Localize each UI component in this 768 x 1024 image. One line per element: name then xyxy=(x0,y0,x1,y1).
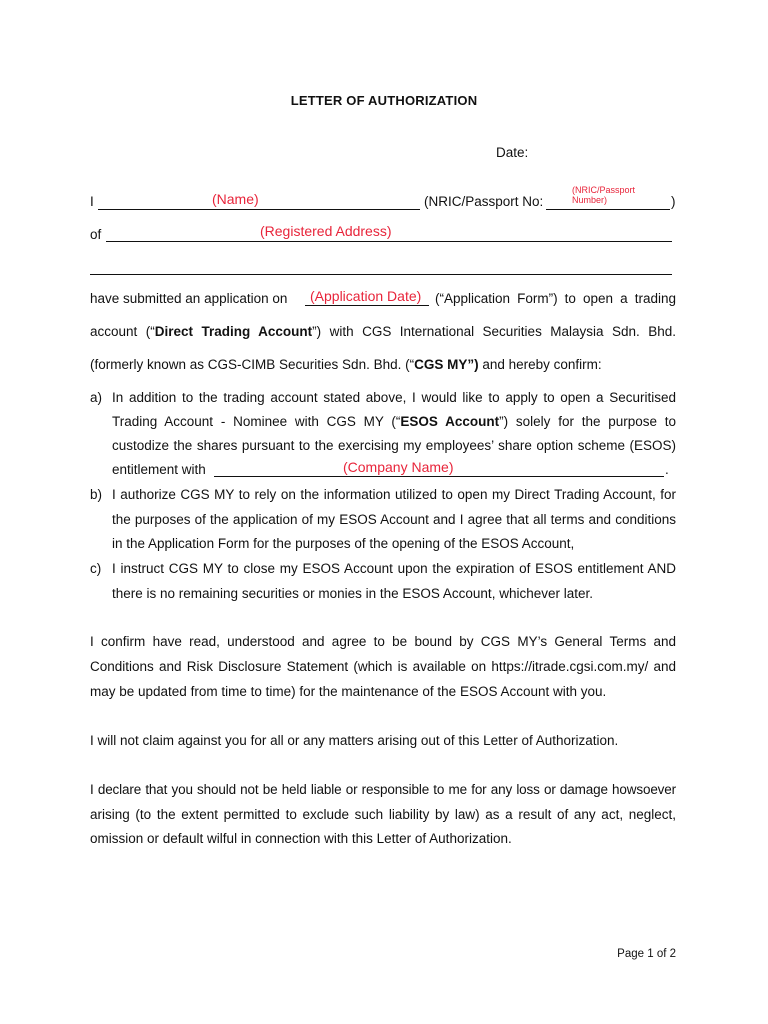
item-a-marker: a) xyxy=(90,390,103,405)
direct-trading-account-term: Direct Trading Account xyxy=(154,324,313,339)
name-field-line[interactable] xyxy=(98,209,420,210)
cgs-my-term: CGS MY”) xyxy=(414,357,479,372)
para3-line-2: arising (to the extent permitted to exclude such liability by law) as a result of any act, neglect, xyxy=(90,807,676,822)
formerly-line xyxy=(90,357,602,372)
esos-account-term: ESOS Account xyxy=(400,414,500,429)
company-name-field-line[interactable] xyxy=(214,476,664,477)
item-a-line-1: In addition to the trading account stated above, I would like to apply to open a Securitised xyxy=(112,390,676,405)
application-date-field-line[interactable] xyxy=(305,305,429,306)
address-field-line-2[interactable] xyxy=(90,274,672,275)
item-b-line-1: I authorize CGS MY to rely on the information utilized to open my Direct Trading Account, for xyxy=(112,487,676,502)
application-line-end: (“Application Form”) to open a trading xyxy=(435,291,676,306)
item-a-line-2 xyxy=(112,414,676,429)
application-line-start: have submitted an application on xyxy=(90,291,288,306)
page-number: Page 1 of 2 xyxy=(617,948,676,960)
nric-placeholder: (NRIC/Passport Number) xyxy=(572,185,636,205)
item-b-line-2: the purposes of the application of my ESOS Account and I agree that all terms and conditions xyxy=(112,512,676,527)
item-a-line-4-pre: entitlement with xyxy=(112,462,206,477)
nric-label: (NRIC/Passport No: xyxy=(424,194,544,209)
para1-line-1: I confirm have read, understood and agree to be bound by CGS MY’s General Terms and xyxy=(90,634,676,649)
application-date-placeholder: (Application Date) xyxy=(310,288,422,304)
address-placeholder: (Registered Address) xyxy=(260,223,392,239)
account-line-pre: account (“ xyxy=(90,324,155,339)
date-label: Date: xyxy=(496,145,529,160)
item-c-line-1: I instruct CGS MY to close my ESOS Account upon the expiration of ESOS entitlement AND xyxy=(112,561,676,576)
item-b-line-3: in the Application Form for the purposes of the opening of the ESOS Account, xyxy=(112,536,575,551)
nric-field-line[interactable] xyxy=(546,209,670,210)
of-label: of xyxy=(90,227,102,242)
account-line-post: ”) with CGS International Securities Malaysia Sdn. Bhd. xyxy=(312,324,676,339)
document-title: LETTER OF AUTHORIZATION xyxy=(290,93,478,108)
item-c-marker: c) xyxy=(90,561,102,576)
company-name-placeholder: (Company Name) xyxy=(343,459,454,475)
nric-close-paren: ) xyxy=(671,194,676,209)
para3-line-3: omission or default wilful in connection with this Letter of Authorization. xyxy=(90,831,512,846)
address-field-line-1[interactable] xyxy=(106,241,672,242)
name-placeholder: (Name) xyxy=(212,191,259,207)
formerly-line-post: and hereby confirm: xyxy=(478,357,602,372)
item-a-line-4-post: . xyxy=(665,462,669,477)
item-a-line-2-pre: Trading Account - Nominee with CGS MY (“ xyxy=(112,414,401,429)
para1-line-2: Conditions and Risk Disclosure Statement (which is available on https://itrade.cgsi.com.my/ and xyxy=(90,659,676,674)
item-b-marker: b) xyxy=(90,487,103,502)
item-c-line-2: there is no remaining securities or monies in the ESOS Account, whichever later. xyxy=(112,586,593,601)
para1-line-3: may be updated from time to time) for the maintenance of the ESOS Account with you. xyxy=(90,684,607,699)
item-a-line-2-post: ”) solely for the purpose to xyxy=(499,414,677,429)
i-label: I xyxy=(90,194,94,209)
para2: I will not claim against you for all or any matters arising out of this Letter of Authorization. xyxy=(90,733,619,748)
para3-line-1: I declare that you should not be held liable or responsible to me for any loss or damage howsoever xyxy=(90,782,676,797)
item-a-line-3: custodize the shares pursuant to the exercising my employees’ share option scheme (ESOS) xyxy=(112,438,676,453)
formerly-line-pre: (formerly known as CGS-CIMB Securities Sdn. Bhd. (“ xyxy=(90,357,415,372)
account-line xyxy=(90,324,676,339)
